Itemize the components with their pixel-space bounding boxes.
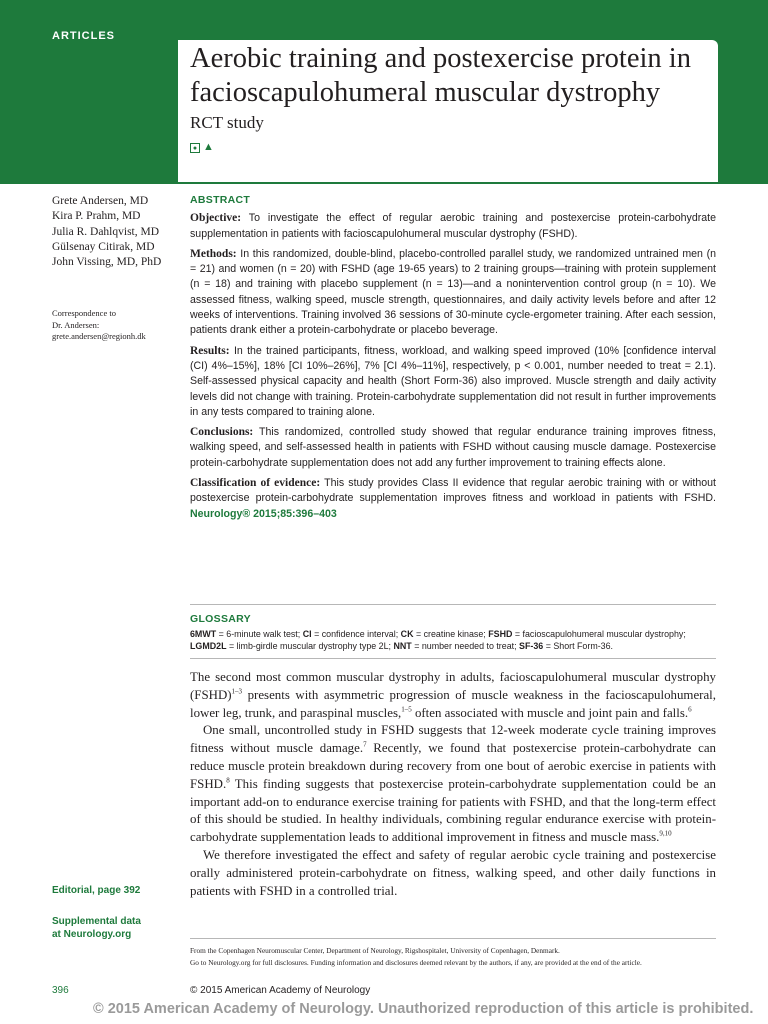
abstract-classification	[190, 476, 716, 522]
page-number: 396	[52, 985, 69, 996]
correspondence-email[interactable]: grete.andersen@regionh.dk	[52, 331, 146, 341]
article-icons	[190, 137, 217, 155]
author-list	[52, 194, 177, 270]
article-subtitle: RCT study	[190, 113, 264, 132]
reference-link[interactable]: 9,10	[659, 829, 672, 838]
body-paragraph	[190, 722, 716, 847]
title-line-1: Aerobic training and postexercise protein in	[190, 43, 691, 74]
author: Julia R. Dahlqvist, MD	[52, 225, 160, 238]
glossary-text	[190, 628, 716, 653]
section-label: ARTICLES	[52, 30, 115, 42]
abstract-methods	[190, 247, 716, 339]
glossary-term: CK	[400, 628, 414, 639]
classification-text: This study provides Class II evidence that regular aerobic training with or without postexercise protein-carbohydrate supplementation improves fitness and workload in patients with FSHD.	[190, 477, 716, 505]
abstract-heading: ABSTRACT	[190, 194, 251, 206]
glossary-definition: = 6-minute walk test;	[218, 628, 303, 639]
glossary	[190, 613, 716, 653]
author: Grete Andersen, MD	[52, 195, 149, 207]
reference-link[interactable]: 7	[363, 740, 367, 749]
body-text: One small, uncontrolled study in FSHD suggests that 12-week moderate cycle training improves fitness without muscle damage.	[190, 723, 716, 756]
article-body	[190, 669, 716, 900]
reference-link[interactable]: 6	[688, 705, 692, 714]
copyright: © 2015 American Academy of Neurology	[190, 985, 371, 996]
results-text: In the trained participants, fitness, workload, and walking speed improved (10% [confidence interval (CI) 4%–15%], 18% [CI 10%–26%], 7% [CI 4%–11%], respectively, p < 0.001, number needed to treat = 2.1). Self-assessed physical capacity and health (Short Form-36) also improved. Muscle strength and daily activity levels did not change with training. Protein-carbohydrate supplementation did not result in further improvements in any tests compared to training alone.	[190, 344, 717, 418]
body-text: The second most common muscular dystrophy in adults, facioscapulohumeral muscular dystrophy (FSHD)	[190, 670, 716, 702]
objective-label: Objective:	[190, 212, 242, 225]
reference-link[interactable]: 1–3	[231, 687, 243, 696]
glossary-definition: = facioscapulohumeral muscular dystrophy;	[514, 628, 686, 639]
glossary-definition: = confidence interval;	[314, 628, 401, 639]
supplemental-line-2: at Neurology.org	[52, 929, 132, 940]
footnote	[190, 945, 716, 969]
methods-text: In this randomized, double-blind, placebo-controlled parallel study, we randomized untrained men (n = 21) and women (n = 20) with FSHD (age 19-65 years) to 2 training groups—training with protein supplement (n = 18) and training with placebo supplement (n = 13)—and a nonintervention control group (n = 10). We assessed fitness, walking speed, muscle strength, questionnaires, and daily activity levels before and after 12 weeks of interventions. Training involved 36 sessions of 30-minute cycle-ergometer training. After each session, patients drank either a protein-carbohydrate or placebo beverage.	[190, 247, 716, 337]
divider	[190, 938, 716, 939]
glossary-term: FSHD	[488, 628, 513, 639]
journal-citation[interactable]: Neurology® 2015;85:396–403	[190, 507, 337, 520]
glossary-heading: GLOSSARY	[190, 613, 251, 625]
divider	[190, 658, 716, 659]
glossary-definition: = limb-girdle muscular dystrophy type 2L;	[228, 641, 394, 651]
body-text: presents with asymmetric progression of muscle weakness in the facioscapulohumeral, lower leg, trunk, and paraspinal muscles,	[190, 687, 716, 720]
conclusions-text: This randomized, controlled study showed that regular endurance training improves fitness, walking speed, and self-assessed health in patients with FSHD without causing muscle damage. Postexercise protein-carbohydrate supplementation does not add any further improvement to training effects alone.	[190, 426, 716, 469]
author: Gülsenay Citirak, MD	[52, 240, 155, 253]
abstract	[190, 193, 716, 527]
reference-link[interactable]: 1–5	[401, 705, 412, 714]
glossary-term: 6MWT	[190, 628, 217, 639]
author: Kira P. Prahm, MD	[52, 210, 141, 223]
glossary-definition: = creatine kinase;	[415, 628, 489, 639]
conclusions-label: Conclusions:	[190, 426, 254, 439]
classification-label: Classification of evidence:	[190, 477, 321, 490]
supplemental-line-1: Supplemental data	[52, 916, 141, 927]
glossary-term: LGMD2L	[190, 641, 227, 651]
results-label: Results:	[190, 344, 230, 357]
glossary-definition: = Short Form-36.	[545, 641, 614, 651]
glossary-term: SF-36	[519, 641, 544, 651]
body-paragraph	[190, 669, 716, 722]
body-text: This finding suggests that postexercise protein-carbohydrate supplementation could be an important add-on to endurance exercise training for patients with FSHD, and that the long-term effect of this should be studied. In healthy individuals, combining regular endurance exercise with protein-carbohydrate supplementation leads to additional improvement in fitness and muscle mass.	[190, 776, 716, 845]
title-line-2: facioscapulohumeral muscular dystrophy	[190, 77, 661, 108]
author: John Vissing, MD, PhD	[52, 256, 162, 269]
methods-label: Methods:	[190, 247, 237, 260]
supplemental-data-link[interactable]	[52, 915, 172, 941]
reference-link[interactable]: 8	[226, 776, 230, 785]
abstract-conclusions	[190, 425, 716, 471]
reproduction-notice: © 2015 American Academy of Neurology. Unauthorized reproduction of this article is prohibited.	[93, 1001, 754, 1017]
title-box	[178, 40, 718, 182]
objective-text: To investigate the effect of regular aerobic training and postexercise protein-carbohydrate supplementation in patients with facioscapulohumeral muscular dystrophy (FSHD).	[190, 212, 716, 240]
article-title	[190, 42, 691, 110]
correspondence	[52, 308, 182, 343]
abstract-objective	[190, 211, 716, 242]
footnote-affiliation: From the Copenhagen Neuromuscular Center, Department of Neurology, Rigshospitalet, University of Copenhagen, Denmark.	[190, 946, 560, 955]
correspondence-label: Correspondence to	[52, 308, 116, 318]
body-text: often associated with muscle and joint pain and falls.	[411, 705, 689, 720]
body-text: Recently, we found that postexercise protein-carbohydrate can reduce muscle protein breakdown during recovery from one bout of aerobic exercise in patients with FSHD.	[190, 741, 716, 791]
body-paragraph: We therefore investigated the effect and safety of regular aerobic cycle training and postexercise orally administered protein-carbohydrate on fitness, walking speed, and other daily functions in patients with FSHD in a controlled trial.	[190, 847, 716, 898]
divider	[190, 604, 716, 605]
editorial-link[interactable]: Editorial, page 392	[52, 885, 141, 896]
supplemental-data-icon[interactable]: ●	[190, 143, 200, 153]
abstract-results	[190, 344, 716, 420]
glossary-term: NNT	[393, 641, 412, 651]
class-of-evidence-icon[interactable]: ▲	[203, 141, 214, 153]
glossary-term: CI	[302, 628, 312, 639]
footnote-disclosure: Go to Neurology.org for full disclosures. Funding information and disclosures deemed relevant by the authors, if any, are provided at the end of the article.	[190, 958, 642, 967]
glossary-definition: = number needed to treat;	[414, 641, 520, 651]
correspondence-name: Dr. Andersen:	[52, 319, 100, 330]
